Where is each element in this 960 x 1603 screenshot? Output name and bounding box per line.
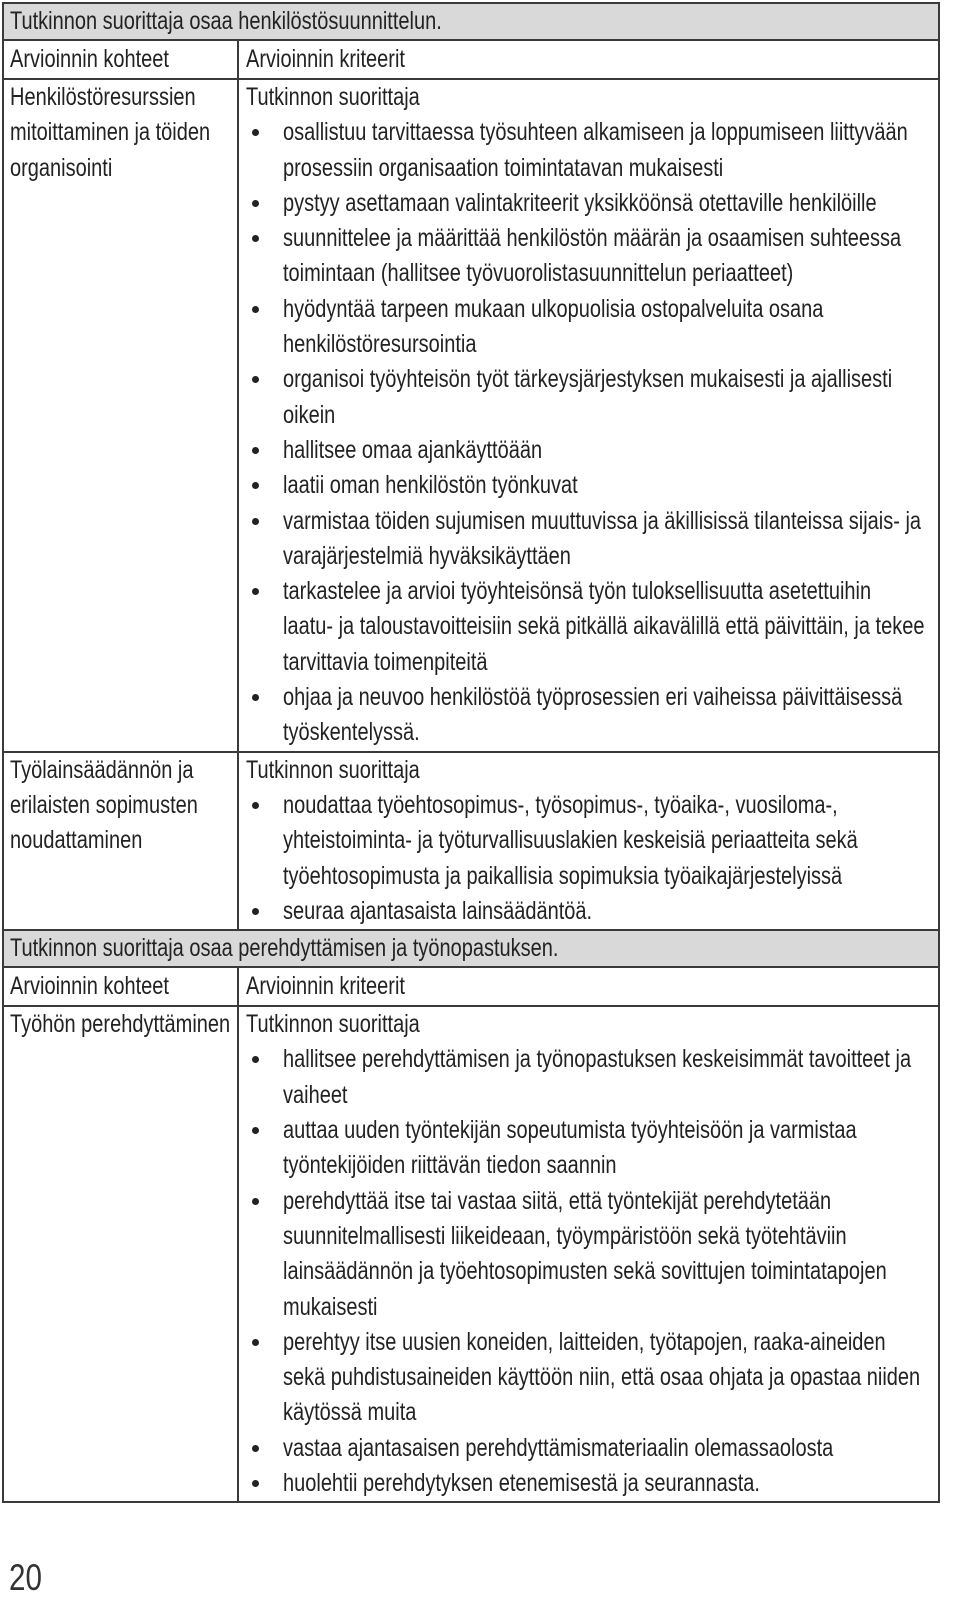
assessment-target-line: mitoittaminen ja töiden <box>10 118 211 147</box>
assessment-target-line: Työlainsäädännön ja <box>10 755 194 784</box>
bullet-icon <box>252 482 259 489</box>
criteria-item-line: laatu- ja taloustavoitteisiin sekä pitkällä aikavälillä että päivittäin, ja tekee <box>283 612 925 641</box>
column-header-label: Arvioinnin kriteerit <box>246 45 405 73</box>
criteria-item-line: varajärjestelmiä hyväksikäyttäen <box>283 541 571 570</box>
assessment-target-line: noudattaminen <box>10 826 143 855</box>
criteria-item-line: oikein <box>283 400 336 429</box>
criteria-item-line: työntekijöiden riittävän tiedon saannin <box>283 1151 617 1180</box>
assessment-target <box>4 753 239 929</box>
bullet-icon <box>252 1127 259 1134</box>
criteria-item-line: huolehtii perehdytyksen etenemisestä ja seurannasta. <box>283 1468 760 1497</box>
bullet-icon <box>252 200 259 207</box>
column-header-label: Arvioinnin kohteet <box>10 972 169 1001</box>
column-header-label: Arvioinnin kriteerit <box>246 972 405 1001</box>
assessment-table <box>2 2 940 1503</box>
bullet-icon <box>252 306 259 313</box>
column-header-targets <box>4 41 239 78</box>
criteria-list <box>246 788 938 929</box>
bullet-icon <box>252 518 259 525</box>
assessment-row <box>4 80 938 753</box>
criteria-item-line: hallitsee perehdyttämisen ja työnopastuksen keskeisimmät tavoitteet ja <box>283 1045 912 1074</box>
criteria-item <box>283 504 938 575</box>
bullet-icon <box>252 908 259 915</box>
criteria-item <box>283 221 938 292</box>
bullet-icon <box>252 235 259 242</box>
bullet-icon <box>252 588 259 595</box>
criteria-item <box>283 1042 938 1113</box>
column-header-label: Arvioinnin kohteet <box>10 45 169 73</box>
assessment-row <box>4 753 938 931</box>
criteria-item-line: yhteistoiminta- ja työturvallisuuslakien keskeisiä periaatteita sekä <box>283 826 858 855</box>
assessment-row <box>4 1007 938 1501</box>
criteria-item-line: suunnittelee ja määrittää henkilöstön määrän ja osaamisen suhteessa <box>283 224 902 253</box>
bullet-icon <box>252 802 259 809</box>
criteria-item-line: mukaisesti <box>283 1292 378 1321</box>
criteria-list <box>246 1042 938 1501</box>
criteria-item <box>283 1184 938 1325</box>
section-title: Tutkinnon suorittaja osaa perehdyttämisen ja työnopastuksen. <box>10 934 559 963</box>
assessment-criteria <box>239 80 938 751</box>
criteria-item <box>283 115 938 186</box>
criteria-item-line: osallistuu tarvittaessa työsuhteen alkamiseen ja loppumiseen liittyvään <box>283 118 908 147</box>
assessment-target-line: Työhön perehdyttäminen <box>10 1010 231 1039</box>
criteria-item <box>283 788 938 894</box>
criteria-item <box>283 1113 938 1184</box>
criteria-item-line: sekä puhdistusaineiden käyttöön niin, että osaa ohjata ja opastaa niiden <box>283 1363 921 1392</box>
criteria-item-line: varmistaa töiden sujumisen muuttuvissa ja äkillisissä tilanteissa sijais- ja <box>283 506 922 535</box>
column-header-row <box>4 968 938 1007</box>
criteria-item <box>283 433 938 468</box>
bullet-icon <box>252 129 259 136</box>
column-header-criteria <box>239 968 938 1005</box>
criteria-item-line: seuraa ajantasaista lainsäädäntöä. <box>283 896 593 925</box>
bullet-icon <box>252 1480 259 1487</box>
criteria-item-line: henkilöstöresursointia <box>283 330 477 359</box>
assessment-target-line: Henkilöstöresurssien <box>10 83 196 111</box>
page-number: 20 <box>9 1557 42 1598</box>
criteria-item <box>283 362 938 433</box>
section-title: Tutkinnon suorittaja osaa henkilöstösuunnittelun. <box>10 7 442 35</box>
criteria-item-line: perehtyy itse uusien koneiden, laitteiden, työtapojen, raaka-aineiden <box>283 1327 886 1356</box>
assessment-target-line: erilaisten sopimusten <box>10 790 198 819</box>
criteria-item-line: työehtosopimusta ja paikallisia sopimuksia työaikajärjestelyissä <box>283 861 843 890</box>
criteria-item-line: pystyy asettamaan valintakriteerit yksikköönsä otettaville henkilöille <box>283 188 877 217</box>
column-header-targets <box>4 968 239 1005</box>
criteria-intro: Tutkinnon suorittaja <box>246 83 420 111</box>
criteria-item-line: vastaa ajantasaisen perehdyttämismateriaalin olemassaolosta <box>283 1433 834 1462</box>
criteria-item-line: hallitsee omaa ajankäyttöään <box>283 435 543 464</box>
criteria-item-line: ohjaa ja neuvoo henkilöstöä työprosessien eri vaiheissa päivittäisessä <box>283 683 903 712</box>
criteria-item <box>283 1325 938 1431</box>
criteria-item-line: tarvittavia toimenpiteitä <box>283 647 488 676</box>
criteria-item <box>283 186 938 221</box>
bullet-icon <box>252 1339 259 1346</box>
bullet-icon <box>252 1198 259 1205</box>
section-title-bar <box>4 931 938 968</box>
bullet-icon <box>252 1445 259 1452</box>
criteria-item-line: toimintaan (hallitsee työvuorolistasuunnittelun periaatteet) <box>283 259 794 288</box>
bullet-icon <box>252 376 259 383</box>
column-header-criteria <box>239 41 938 78</box>
criteria-item <box>283 1466 938 1501</box>
criteria-list <box>246 115 938 750</box>
criteria-item-line: prosessiin organisaation toimintatavan mukaisesti <box>283 153 724 182</box>
bullet-icon <box>252 1056 259 1063</box>
criteria-item-line: lainsäädännön ja työehtosopimusten sekä sovittujen toimintatapojen <box>283 1257 887 1286</box>
assessment-criteria <box>239 753 938 929</box>
criteria-item <box>283 468 938 503</box>
criteria-item-line: auttaa uuden työntekijän sopeutumista työyhteisöön ja varmistaa <box>283 1116 857 1145</box>
criteria-item-line: vaiheet <box>283 1080 348 1109</box>
criteria-item-line: organisoi työyhteisön työt tärkeysjärjestyksen mukaisesti ja ajallisesti <box>283 365 893 394</box>
criteria-item-line: työskentelyssä. <box>283 718 420 747</box>
criteria-item-line: laatii oman henkilöstön työnkuvat <box>283 471 578 500</box>
column-header-row <box>4 41 938 80</box>
section-title-bar <box>4 4 938 41</box>
assessment-target <box>4 1007 239 1501</box>
bullet-icon <box>252 694 259 701</box>
criteria-item <box>283 1431 938 1466</box>
criteria-item-line: suunnitelmallisesti liikeideaan, työympäristöön sekä työtehtäviin <box>283 1221 847 1250</box>
criteria-intro: Tutkinnon suorittaja <box>246 755 420 784</box>
criteria-item-line: tarkastelee ja arvioi työyhteisönsä työn tuloksellisuutta asetettuihin <box>283 577 872 606</box>
criteria-item-line: käytössä muita <box>283 1398 417 1427</box>
criteria-item <box>283 574 938 680</box>
criteria-item-line: perehdyttää itse tai vastaa siitä, että työntekijät perehdytetään <box>283 1186 832 1215</box>
criteria-item <box>283 680 938 751</box>
criteria-item-line: hyödyntää tarpeen mukaan ulkopuolisia ostopalveluita osana <box>283 294 824 323</box>
assessment-target <box>4 80 239 751</box>
criteria-item <box>283 894 938 929</box>
bullet-icon <box>252 447 259 454</box>
criteria-intro: Tutkinnon suorittaja <box>246 1010 420 1039</box>
criteria-item-line: noudattaa työehtosopimus-, työsopimus-, työaika-, vuosiloma-, <box>283 790 838 819</box>
criteria-item <box>283 292 938 363</box>
assessment-criteria <box>239 1007 938 1501</box>
assessment-target-line: organisointi <box>10 153 113 182</box>
